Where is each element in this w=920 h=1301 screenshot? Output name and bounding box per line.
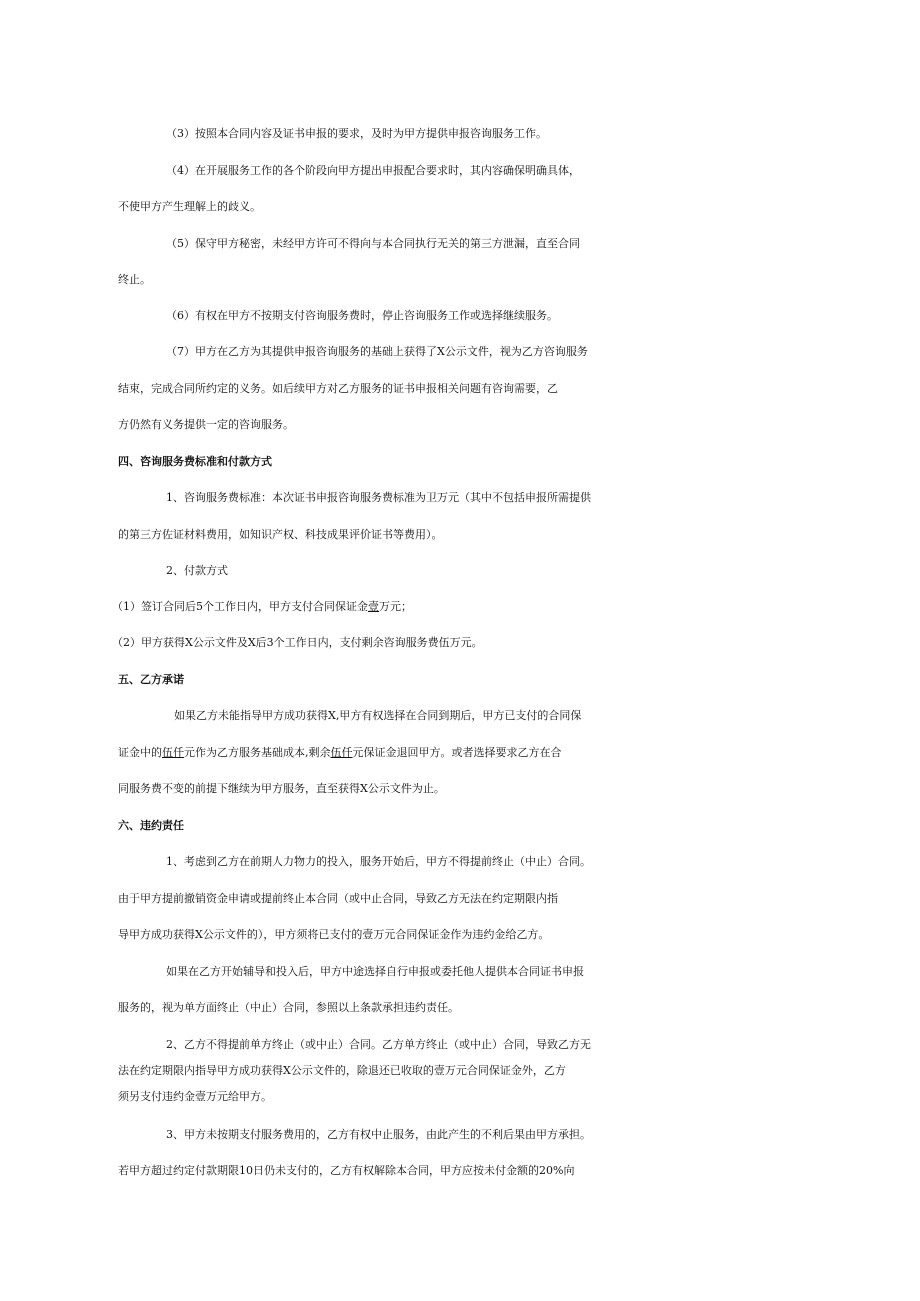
section-4-title: 四、咨询服务费标准和付款方式 xyxy=(118,455,272,468)
section-6-para-1-line-1 xyxy=(0,852,920,872)
clause-5-line-2 xyxy=(0,270,920,290)
clause-4-text-2: 不使甲方产生理解上的歧义。 xyxy=(118,200,261,213)
section-6-para-3-line-2 xyxy=(0,1061,920,1081)
payment-method-title: 2、付款方式 xyxy=(166,564,228,577)
fee-standard-text-1: 1、咨询服务费标准：本次证书申报咨询服务费标准为卫万元（其中不包括申报所需提供 xyxy=(166,491,591,504)
clause-3 xyxy=(0,124,920,144)
clause-5-text-1: （5）保守甲方秘密，未经甲方许可不得向与本合同执行无关的第三方泄漏，直至合同 xyxy=(166,237,580,250)
section-4-heading xyxy=(0,452,920,472)
section-6-para-3-line-1 xyxy=(0,1035,920,1055)
section-6-heading xyxy=(0,816,920,836)
clause-6-text: （6）有权在甲方不按期支付咨询服务费时，停止咨询服务工作或选择继续服务。 xyxy=(166,309,558,322)
commitment-amount-2: 伍仟 xyxy=(330,746,353,759)
section-6-para-2-line-1 xyxy=(0,962,920,982)
breach-text-8: 须另支付违约金壹万元给甲方。 xyxy=(118,1090,272,1103)
fee-standard-text-2: 的第三方佐证材料费用，如知识产权、科技成果评价证书等费用）。 xyxy=(118,528,443,541)
section-6-para-2-line-2 xyxy=(0,998,920,1018)
section-6-para-1-line-3 xyxy=(0,925,920,945)
breach-text-4: 如果在乙方开始辅导和投入后，甲方中途选择自行申报或委托他人提供本合同证书申报 xyxy=(166,965,584,978)
clause-7-text-2: 结束，完成合同所约定的义务。如后续甲方对乙方服务的证书申报相关问题有咨询需要，乙 xyxy=(118,382,558,395)
payment-item-1-amount: 壹 xyxy=(368,600,379,613)
section-6-para-3-line-3 xyxy=(0,1087,920,1107)
clause-5-text-2: 终止。 xyxy=(118,273,151,286)
clause-5-line-1 xyxy=(0,234,920,254)
payment-item-1 xyxy=(0,597,920,617)
clause-7-line-1 xyxy=(0,342,920,362)
breach-text-5: 服务的，视为单方面终止（中止）合同，参照以上条款承担违约责任。 xyxy=(118,1001,459,1014)
clause-7-line-3 xyxy=(0,415,920,435)
clause-7-text-3: 方仍然有义务提供一定的咨询服务。 xyxy=(118,418,294,431)
breach-text-9: 3、甲方未按期支付服务费用的，乙方有权中止服务，由此产生的不利后果由甲方承担。 xyxy=(166,1128,591,1141)
breach-text-2: 由于甲方提前撤销资金申请或提前终止本合同（或中止合同，导致乙方无法在约定期限内指 xyxy=(118,892,558,905)
section-5-line-2 xyxy=(0,743,920,763)
breach-text-1: 1、考虑到乙方在前期人力物力的投入，服务开始后，甲方不得提前终止（中止）合同。 xyxy=(166,855,591,868)
section-6-para-4-line-2 xyxy=(0,1161,920,1181)
section-6-para-1-line-2 xyxy=(0,889,920,909)
section-6-para-4-line-1 xyxy=(0,1125,920,1145)
clause-4-text-1: （4）在开展服务工作的各个阶段向甲方提出申报配合要求时，其内容确保明确具体， xyxy=(166,164,580,177)
payment-item-2 xyxy=(0,633,920,653)
section-5-line-1 xyxy=(0,706,920,726)
commitment-text-2c: 元保证金退回甲方。或者选择要求乙方在合 xyxy=(352,746,562,759)
clause-6 xyxy=(0,306,920,326)
breach-text-3: 导甲方成功获得X公示文件的），甲方须将已支付的壹万元合同保证金作为违约金给乙方。 xyxy=(118,928,550,941)
section-6-title: 六、违约责任 xyxy=(118,819,184,832)
section-5-heading xyxy=(0,670,920,690)
clause-7-line-2 xyxy=(0,379,920,399)
commitment-amount-1: 伍仟 xyxy=(162,746,184,759)
breach-text-10: 若甲方超过约定付款期限10日仍未支付的，乙方有权解除本合同，甲方应按未付金额的20%向 xyxy=(118,1164,575,1177)
commitment-text-2a: 证金中的 xyxy=(118,746,162,759)
payment-item-1-text: （1）签订合同后5个工作日内，甲方支付合同保证金 xyxy=(112,600,368,613)
breach-text-7: 法在约定期限内指导甲方成功获得X公示文件的，除退还已收取的壹万元合同保证金外，乙方 xyxy=(118,1064,566,1077)
clause-3-text: （3）按照本合同内容及证书申报的要求，及时为甲方提供申报咨询服务工作。 xyxy=(166,127,547,140)
commitment-text-1: 如果乙方未能指导甲方成功获得X,甲方有权选择在合同到期后，甲方已支付的合同保 xyxy=(174,709,582,722)
clause-4-line-2 xyxy=(0,197,920,217)
section-4-para-2 xyxy=(0,561,920,581)
section-5-title: 五、乙方承诺 xyxy=(118,673,184,686)
breach-text-6: 2、乙方不得提前单方终止（或中止）合同。乙方单方终止（或中止）合同，导致乙方无 xyxy=(166,1038,591,1051)
commitment-text-2b: 元作为乙方服务基础成本,剩余 xyxy=(184,746,331,759)
commitment-text-3: 同服务费不变的前提下继续为甲方服务，直至获得X公示文件为止。 xyxy=(118,782,445,795)
section-4-para-1-line-2 xyxy=(0,525,920,545)
clause-7-text-1: （7）甲方在乙方为其提供申报咨询服务的基础上获得了X公示文件，视为乙方咨询服务 xyxy=(166,345,588,358)
clause-4-line-1 xyxy=(0,161,920,181)
section-4-para-1-line-1 xyxy=(0,488,920,508)
payment-item-2-text: （2）甲方获得X公示文件及X后3个工作日内，支付剩余咨询服务费伍万元。 xyxy=(112,636,483,649)
payment-item-1-unit: 万元； xyxy=(379,600,412,613)
section-5-line-3 xyxy=(0,779,920,799)
